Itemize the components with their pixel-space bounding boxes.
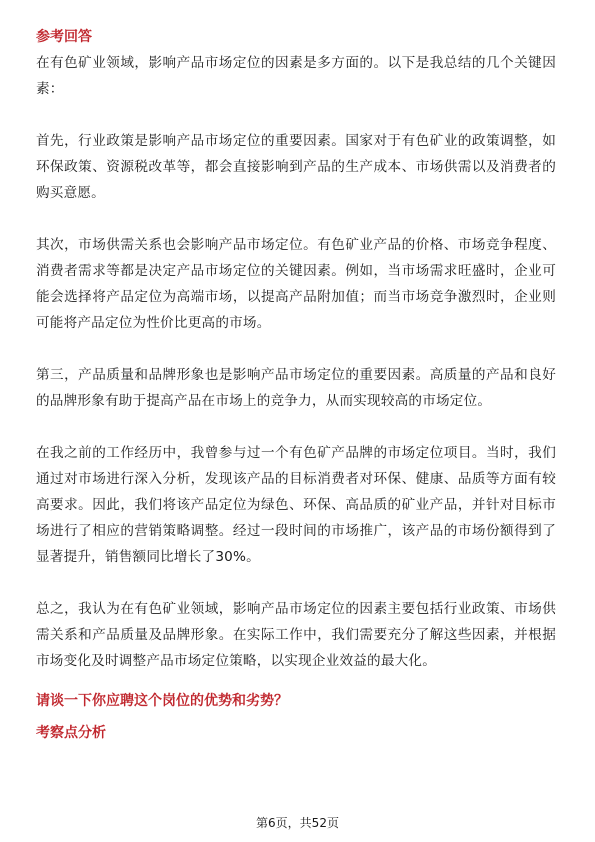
answer-paragraph: 在我之前的工作经历中，我曾参与过一个有色矿产品牌的市场定位项目。当时，我们通过对市场进行深入分析，发现该产品的目标消费者对环保、健康、品质等方面有较高要求。因此，我们将该产品定位为绿色、环保、高品质的矿业产品，并针对目标市场进行了相应的营销策略调整。经过一段时间的市场推广，该产品的市场份额得到了显著提升，销售额同比增长了30%。 (36, 445, 556, 565)
section-heading: 参考回答 (36, 29, 92, 45)
answer-paragraph: 首先，行业政策是影响产品市场定位的重要因素。国家对于有色矿业的政策调整，如环保政策、资源税改革等，都会直接影响到产品的生产成本、市场供需以及消费者的购买意愿。 (36, 133, 556, 201)
answer-paragraph: 其次，市场供需关系也会影响产品市场定位。有色矿业产品的价格、市场竞争程度、消费者需求等都是决定产品市场定位的关键因素。例如，当市场需求旺盛时，企业可能会选择将产品定位为高端市场，以提高产品附加值；而当市场竞争激烈时，企业则可能将产品定位为性价比更高的市场。 (36, 237, 556, 331)
answer-paragraph: 在有色矿业领域，影响产品市场定位的因素是多方面的。以下是我总结的几个关键因素： (36, 55, 556, 97)
answer-paragraph: 总之，我认为在有色矿业领域，影响产品市场定位的因素主要包括行业政策、市场供需关系和产品质量及品牌形象。在实际工作中，我们需要充分了解这些因素，并根据市场变化及时调整产品市场定位策略，以实现企业效益的最大化。 (36, 601, 556, 669)
analysis-heading: 考察点分析 (36, 725, 106, 741)
page-footer: 第6页，共52页 (256, 816, 339, 830)
next-question-heading: 请谈一下你应聘这个岗位的优势和劣势？ (36, 693, 288, 709)
answer-paragraph: 第三，产品质量和品牌形象也是影响产品市场定位的重要因素。高质量的产品和良好的品牌形象有助于提高产品在市场上的竞争力，从而实现较高的市场定位。 (36, 367, 556, 409)
page-content (36, 24, 556, 746)
